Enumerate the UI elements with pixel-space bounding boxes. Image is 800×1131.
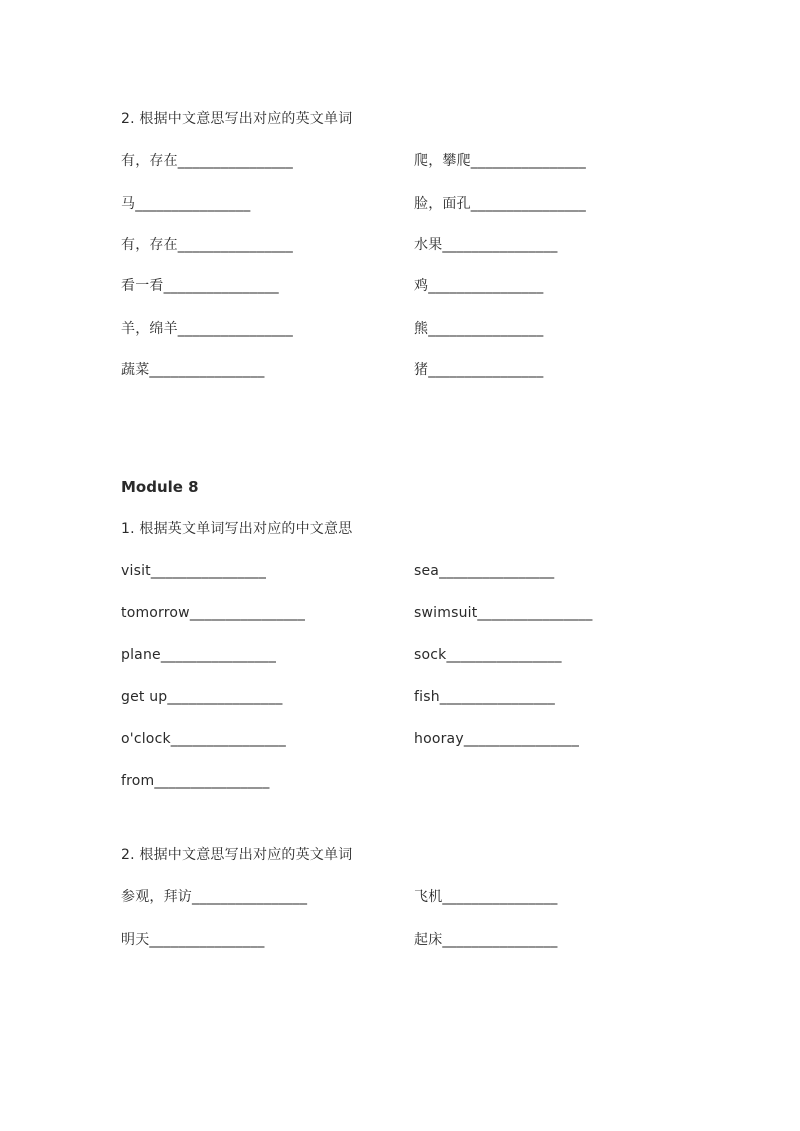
exercise-item: 羊，绵羊________________ [121,321,293,337]
exercise-item: 猪________________ [414,362,544,378]
exercise-item: plane________________ [121,647,277,663]
exercise-item: fish________________ [414,689,555,705]
exercise-item: 起床________________ [414,932,558,948]
section-heading: 1. 根据英文单词写出对应的中文意思 [121,521,353,537]
exercise-item: 看一看________________ [121,278,279,294]
exercise-item: 明天________________ [121,932,265,948]
exercise-item: 水果________________ [414,237,558,253]
exercise-item: 有，存在________________ [121,153,293,169]
exercise-item: tomorrow________________ [121,605,306,621]
exercise-item: 蔬菜________________ [121,362,265,378]
exercise-item: from________________ [121,773,270,789]
section-heading: 2. 根据中文意思写出对应的英文单词 [121,847,353,863]
exercise-item: 鸡________________ [414,278,544,294]
exercise-item: 脸，面孔________________ [414,196,586,212]
exercise-item: sea________________ [414,563,555,579]
exercise-item: 飞机________________ [414,889,558,905]
exercise-item: 有，存在________________ [121,237,293,253]
exercise-item: 马________________ [121,196,251,212]
exercise-item: hooray________________ [414,731,580,747]
exercise-item: 熊________________ [414,321,544,337]
exercise-item: get up________________ [121,689,283,705]
exercise-item: swimsuit________________ [414,605,593,621]
exercise-item: visit________________ [121,563,267,579]
exercise-item: o'clock________________ [121,731,286,747]
section-heading: 2. 根据中文意思写出对应的英文单词 [121,111,353,127]
exercise-item: sock________________ [414,647,562,663]
exercise-item: 参观，拜访________________ [121,889,308,905]
module-title: Module 8 [121,478,199,496]
exercise-item: 爬，攀爬________________ [414,153,586,169]
